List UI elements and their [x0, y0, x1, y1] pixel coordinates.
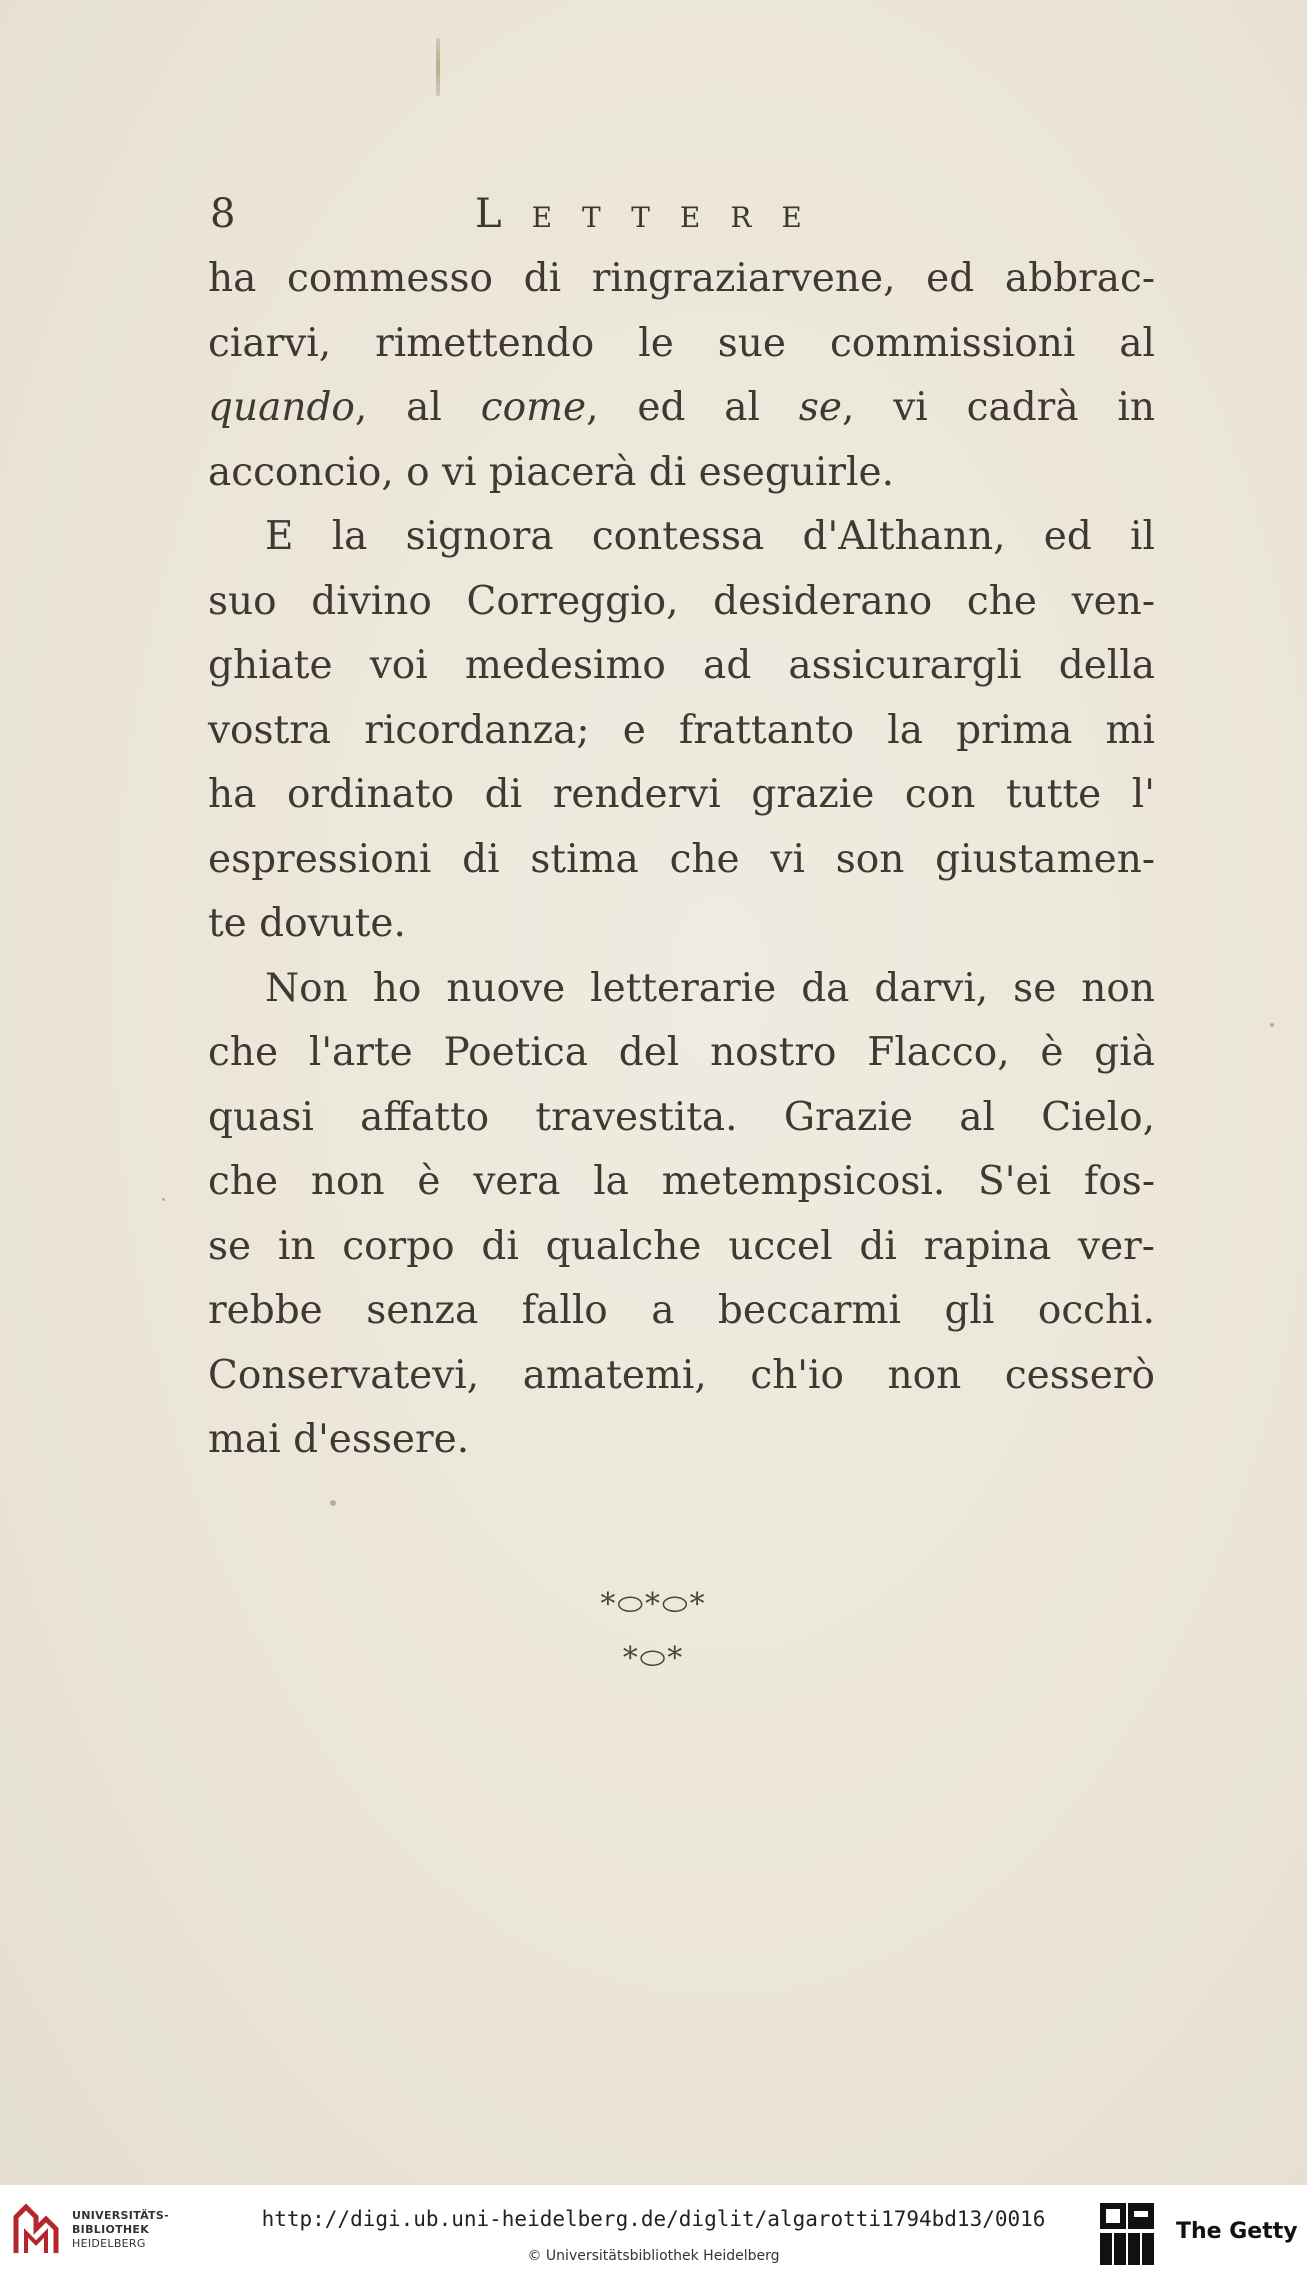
text-line: espressioni di stima che vi son giustamen-: [208, 836, 1155, 882]
text-line: E la signora contessa d'Althann, ed il: [265, 514, 1155, 559]
text-line: mai d'essere.: [208, 1417, 470, 1462]
getty-label: The Getty: [1176, 2219, 1298, 2244]
ornament-bottom: *⬭*: [622, 1641, 685, 1676]
paper-speck: [330, 1500, 336, 1506]
text-segment: , al: [354, 385, 481, 430]
text-line: che l'arte Poetica del nostro Flacco, è già: [208, 1030, 1155, 1075]
text-line: vostra ricordanza; e frattanto la prima mi: [208, 707, 1155, 753]
text-line: ha ordinato di rendervi grazie con tutte l': [208, 772, 1155, 817]
paper-speck: [1270, 1023, 1274, 1027]
text-line: [208, 376, 1155, 441]
italic-word: se: [798, 385, 842, 430]
text-line: se in corpo di qualche uccel di rapina ver-: [208, 1223, 1155, 1269]
body-text: [208, 247, 1155, 1473]
paper-edge-mark: [436, 38, 440, 96]
text-segment: , ed al: [586, 385, 799, 430]
text-line: Non ho nuove letterarie da darvi, se non: [265, 965, 1155, 1011]
library-name-line: BIBLIOTHEK: [72, 2223, 150, 2236]
library-name-line: UNIVERSITÄTS-: [72, 2209, 169, 2222]
text-line: ghiate voi medesimo ad assicurargli della: [208, 643, 1155, 688]
italic-word: come: [480, 385, 587, 430]
permalink-url[interactable]: http://digi.ub.uni-heidelberg.de/diglit/algarotti1794bd13/0016: [261, 2207, 1046, 2231]
getty-logo-icon[interactable]: [1098, 2201, 1158, 2267]
running-title: Lettere: [475, 191, 832, 237]
italic-word: quando: [208, 385, 355, 430]
running-head: [0, 186, 1307, 242]
text-line: ciarvi, rimettendo le sue commissioni al: [208, 320, 1155, 366]
library-name-line: HEIDELBERG: [72, 2237, 146, 2250]
ornament-top: *⬭*⬭*: [600, 1587, 707, 1622]
text-line: che non è vera la metempsicosi. S'ei fos-: [208, 1159, 1155, 1204]
copyright-notice: © Universitätsbibliothek Heidelberg: [527, 2248, 780, 2264]
text-line: rebbe senza fallo a beccarmi gli occhi.: [208, 1288, 1155, 1333]
text-line: acconcio, o vi piacerà di eseguirle.: [208, 449, 894, 495]
text-segment: , vi cadrà in: [842, 385, 1156, 430]
paper-speck: [162, 1198, 165, 1201]
footer-bar: [0, 2185, 1307, 2280]
text-line: quasi affatto travestita. Grazie al Cielo,: [208, 1094, 1155, 1140]
text-line: ha commesso di ringraziarvene, ed abbrac-: [208, 256, 1155, 301]
text-line: Conservatevi, amatemi, ch'io non cesserò: [208, 1352, 1155, 1398]
page-number: 8: [210, 191, 236, 237]
text-line: suo divino Correggio, desiderano che ven-: [208, 578, 1155, 624]
text-line: te dovute.: [208, 901, 406, 946]
